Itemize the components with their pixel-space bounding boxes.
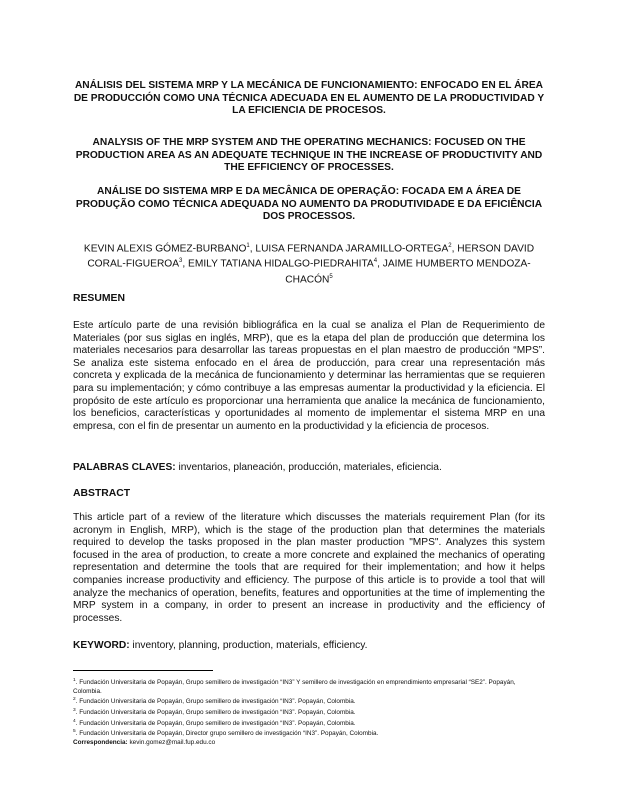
correspondence-label: Correspondencia:	[73, 739, 128, 747]
author-affiliation-mark: 1	[246, 243, 250, 249]
title-english: ANALYSIS OF THE MRP SYSTEM AND THE OPERATING MECHANICS: FOCUSED ON THE PRODUCTION AREA AS AN ADEQUATE TECHNIQUE IN THE INCREASE OF PRODUCTIVITY AND THE EFFICIENCY OF PROCESSES.	[75, 137, 543, 174]
author-list	[73, 240, 545, 286]
footnote	[73, 707, 545, 718]
author-name: KEVIN ALEXIS GÓMEZ-BURBANO	[83, 243, 247, 255]
palabras-claves-values: inventarios, planeación, producción, materiales, eficiencia.	[175, 462, 442, 473]
author-name: LUISA FERNANDA JARAMILLO-ORTEGA	[255, 243, 449, 255]
abstract-heading: ABSTRACT	[73, 488, 131, 499]
footnotes	[73, 677, 545, 748]
footnote	[73, 677, 545, 696]
resumen-text: Este artículo parte de una revisión bibliográfica en la cual se analiza el Plan de Requerimiento de Materiales (por sus siglas en inglés, MRP), que es la etapa del plan de producción que determina los materiales necesarios para desarrollar las tareas propuestas en el plan maestro de producción “MPS”. Se analiza este sistema enfocado en el área de producción, para crear una representación más concreta y explicada de la mecánica de funcionamiento y determinar las herramientas que se requieren para su implementación; y cómo contribuye a las empresas aumentar la productividad y la eficiencia. El propósito de este artículo es proporcionar una herramienta que analice la mecánica de funcionamiento, los beneficios, características y oportunidades al momento de implementar el sistema MRP en una empresa, con el fin de presentar un aumento en la productividad y la eficiencia de procesos.	[73, 320, 545, 432]
palabras-claves-label: PALABRAS CLAVES:	[73, 462, 176, 473]
title-portuguese: ANÁLISE DO SISTEMA MRP E DA MECÂNICA DE OPERAÇÃO: FOCADA EM A ÁREA DE PRODUÇÃO COMO TÉCNICA ADEQUADA NO AUMENTO DA PRODUTIVIDADE E DA EFICIÊNCIA DOS PROCESSOS.	[75, 186, 543, 223]
author-affiliation-mark: 5	[329, 273, 333, 280]
footnote	[73, 696, 545, 707]
author-separator: ,	[451, 243, 458, 255]
author-name: JAIME HUMBERTO MENDOZA-CHACÓN	[285, 258, 531, 286]
footnote-text: . Fundación Universitaria de Popayán, Grupo semillero de investigación “IN3”. Popayán, Colombia.	[75, 698, 356, 706]
footnote	[73, 718, 545, 729]
keyword-line	[73, 639, 545, 652]
footnote	[73, 728, 545, 739]
palabras-claves	[73, 461, 545, 474]
footnote-text: . Fundación Universitaria de Popayán, Grupo semillero de investigación “IN3”. Popayán, Colombia.	[75, 709, 356, 717]
footnote-mark: 2	[73, 697, 76, 703]
author-affiliation-mark: 4	[373, 258, 378, 265]
footnote-list	[73, 677, 545, 739]
footnote-mark: 5	[73, 729, 76, 735]
keyword-values: inventory, planning, production, materials, efficiency.	[129, 640, 368, 651]
correspondence	[73, 739, 545, 748]
footnote-text: . Fundación Universitaria de Popayán, Director grupo semillero de investigación “IN3”. Popayán, Colombia.	[75, 730, 379, 738]
author-affiliation-mark: 2	[448, 243, 452, 249]
author-name: HERSON DAVID CORAL-FIGUEROA	[87, 243, 535, 270]
footnote-mark: 3	[73, 708, 76, 714]
title-spanish: ANÁLISIS DEL SISTEMA MRP Y LA MECÁNICA DE FUNCIONAMIENTO: ENFOCADO EN EL ÁREA DE PRODUCCIÓN COMO UNA TÉCNICA ADECUADA EN EL AUMENTO DE LA PRODUCTIVIDAD Y LA EFICIENCIA DE PROCESOS.	[73, 80, 545, 117]
author-name: EMILY TATIANA HIDALGO-PIEDRAHITA	[188, 258, 374, 270]
footnote-text: . Fundación Universitaria de Popayán, Grupo semillero de investigación “IN3” Y semillero de investigación en emprendimiento empresarial “SE2”. Popayán, Colombia.	[73, 679, 516, 695]
resumen-heading: RESUMEN	[73, 293, 125, 304]
correspondence-email[interactable]: kevin.gomez@mail.fup.edu.co	[127, 739, 216, 747]
footnote-text: . Fundación Universitaria de Popayán, Grupo semillero de investigación “IN3”. Popayán, Colombia.	[75, 719, 356, 727]
footnote-mark: 4	[73, 718, 76, 724]
author-separator: ,	[249, 243, 256, 255]
keyword-label: KEYWORD:	[73, 640, 130, 651]
author-separator: ,	[377, 258, 383, 270]
footnote-mark: 1	[73, 678, 76, 683]
author-separator: ,	[182, 258, 189, 270]
author-affiliation-mark: 3	[179, 258, 183, 265]
abstract-text: This article part of a review of the literature which discusses the materials requirement Plan (for its acronym in English, MRP), which is the stage of the production plan that determines the materials required to develop the tasks proposed in the plan master production "MPS". Analyzes this system focused in the area of production, to create a more concrete and explained the mechanics of operating representation and determine the tools that are required for their implementation; and how it helps companies increase productivity and efficiency. The purpose of this article is to provide a tool that will analyze the mechanics of operation, benefits, features and opportunities at the time of implementing the MRP system in a company, in order to present an increase in productivity and the efficiency of processes.	[73, 512, 545, 624]
footnote-divider	[73, 670, 213, 671]
